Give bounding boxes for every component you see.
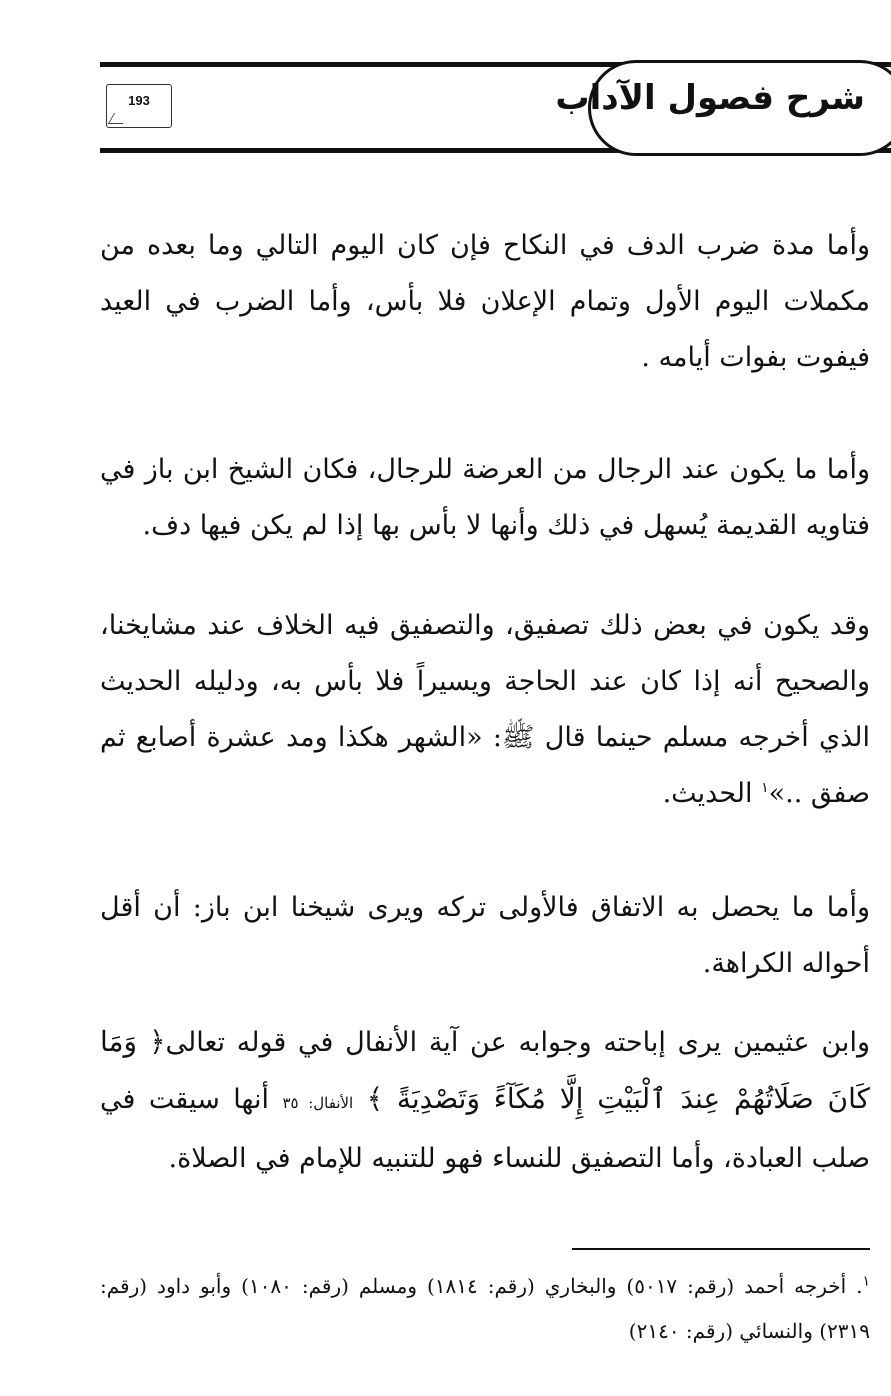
quran-verse: ﴿ وَمَا كَانَ صَلَاتُهُمْ عِندَ ٱلْبَيْتِ إِلَّا مُكَآءً وَتَصْدِيَةً ﴾ bbox=[100, 1025, 870, 1115]
book-title: شرح فصول الآداب bbox=[555, 78, 865, 118]
paragraph-5 bbox=[100, 1014, 870, 1187]
paragraph-3-tail: الحديث. bbox=[662, 778, 762, 809]
page-curl-icon bbox=[108, 113, 129, 124]
footnote-reference: ١ bbox=[761, 780, 769, 796]
paragraph-3 bbox=[100, 598, 870, 822]
paragraph-5-tail: أنها سيقت في صلب العبادة، وأما التصفيق للنساء فهو للتنبيه للإمام في الصلاة. bbox=[100, 1084, 870, 1174]
paragraph-4: وأما ما يحصل به الاتفاق فالأولى تركه ويرى شيخنا ابن باز: أن أقل أحواله الكراهة. bbox=[100, 892, 870, 979]
footnote-text: . أخرجه أحمد (رقم: ٥٠١٧) والبخاري (رقم: ١٨١٤) ومسلم (رقم: ١٠٨٠) وأبو داود (رقم: ٢٣١٩) والنسائي (رقم: ٢١٤٠) bbox=[100, 1274, 870, 1343]
footnote-marker: ١ bbox=[862, 1273, 871, 1290]
page-number: 193 bbox=[128, 93, 150, 108]
page-number-box bbox=[106, 84, 172, 128]
footnote-rule bbox=[572, 1248, 870, 1250]
verse-reference: الأنفال: ٣٥ bbox=[282, 1094, 354, 1112]
footnote bbox=[100, 1264, 870, 1354]
paragraph-2: وأما ما يكون عند الرجال من العرضة للرجال، فكان الشيخ ابن باز في فتاويه القديمة يُسهل في ذلك وأنها لا بأس بها إذا لم يكن فيها دف. bbox=[100, 454, 870, 541]
paragraph-1: وأما مدة ضرب الدف في النكاح فإن كان اليوم التالي وما بعده من مكملات اليوم الأول وتمام الإعلان فلا بأس، وأما الضرب في العيد فيفوت بفوات أيامه . bbox=[100, 230, 870, 373]
paragraph-5-text: وابن عثيمين يرى إباحته وجوابه عن آية الأنفال في قوله تعالى bbox=[165, 1027, 870, 1058]
paragraph-3-text: وقد يكون في بعض ذلك تصفيق، والتصفيق فيه الخلاف عند مشايخنا، والصحيح أنه إذا كان عند الحاجة ويسيراً فلا بأس به، ودليله الحديث الذي أخرجه مسلم حينما قال ﷺ: «الشهر هكذا ومد عشرة أصابع ثم صفق ..» bbox=[100, 610, 870, 809]
